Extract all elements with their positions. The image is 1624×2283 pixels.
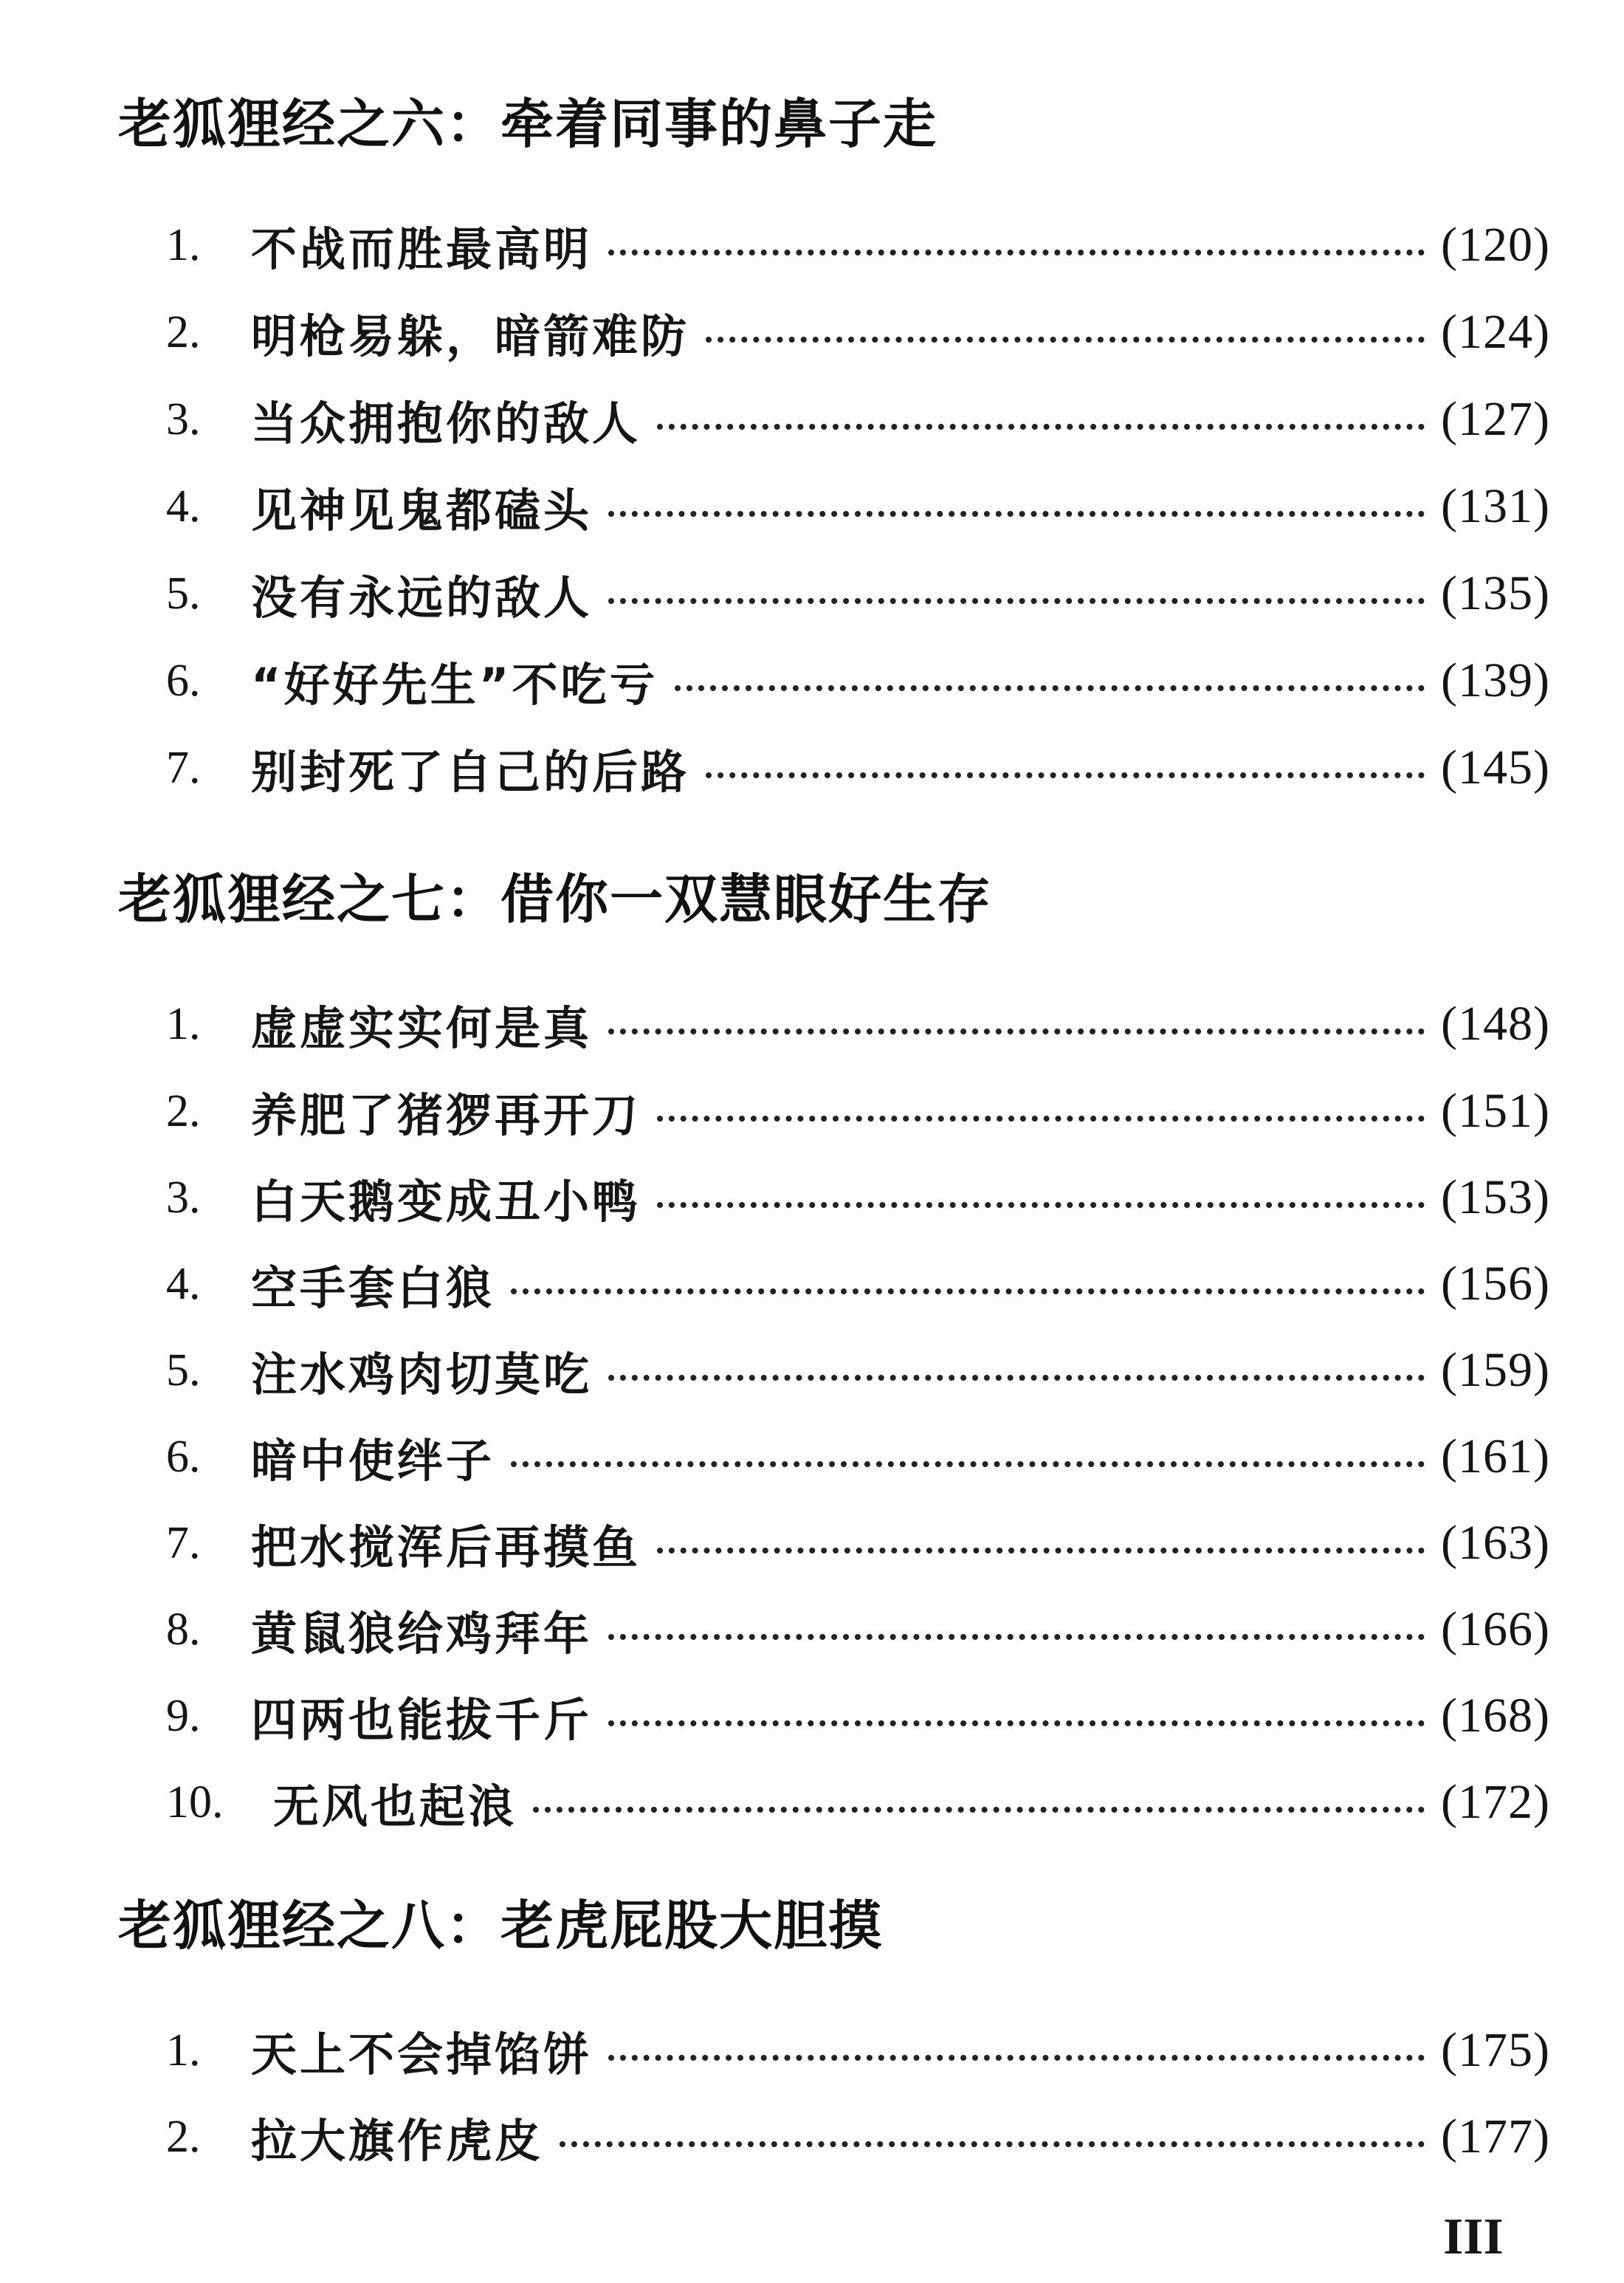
entry-page: (135) — [1441, 566, 1550, 620]
dot-leader — [657, 1548, 1425, 1554]
entry-title: 四两也能拔千斤 — [251, 1692, 593, 1747]
dot-leader — [706, 337, 1425, 343]
entry-title: 空手套白狼 — [251, 1260, 495, 1315]
entry-title: 白天鹅变成丑小鸭 — [251, 1174, 641, 1229]
toc-entry — [166, 1512, 1550, 1574]
entry-title: 不战而胜最高明 — [251, 222, 593, 276]
entry-number: 2. — [166, 1085, 201, 1136]
entry-page: (131) — [1441, 479, 1550, 533]
entry-page: (145) — [1441, 741, 1550, 794]
entry-page: (175) — [1441, 2023, 1550, 2077]
entry-title: 黄鼠狼给鸡拜年 — [251, 1606, 593, 1661]
entry-number: 6. — [166, 1431, 201, 1482]
entry-number: 3. — [166, 1172, 201, 1223]
entry-number: 5. — [166, 568, 201, 619]
toc-entry — [166, 1426, 1550, 1488]
toc-entry — [166, 1080, 1550, 1142]
dot-leader — [675, 685, 1425, 691]
toc-entry — [166, 1599, 1550, 1661]
entry-number: 4. — [166, 481, 201, 532]
entry-number: 4. — [166, 1258, 201, 1309]
dot-leader — [608, 250, 1425, 255]
entry-title: 暗中使绊子 — [251, 1433, 495, 1488]
entry-title: “好好先生”不吃亏 — [251, 657, 658, 712]
entry-page: (148) — [1441, 997, 1550, 1051]
entry-title: 拉大旗作虎皮 — [251, 2113, 544, 2168]
dot-leader — [608, 1720, 1425, 1726]
toc-entry — [166, 2106, 1550, 2168]
entry-number: 1. — [166, 219, 201, 270]
entry-page: (151) — [1441, 1084, 1550, 1138]
dot-leader — [608, 2055, 1425, 2061]
entry-page: (177) — [1441, 2109, 1550, 2163]
dot-leader — [608, 1634, 1425, 1640]
dot-leader — [511, 1461, 1425, 1467]
entry-page: (159) — [1441, 1343, 1550, 1397]
toc-entry — [166, 563, 1550, 625]
page-folio: III — [1443, 2208, 1504, 2265]
toc-entry — [166, 1253, 1550, 1315]
dot-leader — [657, 1202, 1425, 1208]
dot-leader — [608, 511, 1425, 517]
toc-entry — [166, 650, 1550, 712]
toc-entry — [166, 214, 1550, 276]
entry-number: 3. — [166, 394, 201, 444]
entry-title: 养肥了猪猡再开刀 — [251, 1088, 641, 1142]
entry-title: 当众拥抱你的敌人 — [251, 396, 641, 450]
dot-leader — [560, 2141, 1425, 2147]
entry-number: 5. — [166, 1345, 201, 1395]
entry-page: (161) — [1441, 1429, 1550, 1483]
entry-page: (120) — [1441, 218, 1550, 272]
entry-page: (168) — [1441, 1689, 1550, 1743]
entry-page: (124) — [1441, 305, 1550, 359]
toc-entry — [166, 993, 1550, 1055]
dot-leader — [608, 1029, 1425, 1034]
entry-title: 把水搅浑后再摸鱼 — [251, 1520, 641, 1574]
dot-leader — [657, 424, 1425, 430]
chapter-title-6: 老狐狸经之六：牵着同事的鼻子走 — [118, 93, 938, 155]
entry-number: 2. — [166, 2111, 201, 2162]
chapter-title-7: 老狐狸经之七：借你一双慧眼好生存 — [118, 868, 993, 930]
entry-page: (127) — [1441, 392, 1550, 446]
entry-page: (139) — [1441, 653, 1550, 707]
toc-entry — [166, 1771, 1550, 1833]
entry-title: 别封死了自己的后路 — [251, 744, 690, 799]
entry-page: (156) — [1441, 1257, 1550, 1311]
entry-number: 6. — [166, 655, 201, 706]
entry-title: 没有永远的敌人 — [251, 570, 593, 625]
entry-title: 明枪易躲，暗箭难防 — [251, 309, 690, 363]
entry-page: (172) — [1441, 1775, 1550, 1829]
toc-entry — [166, 2019, 1550, 2081]
entry-page: (153) — [1441, 1170, 1550, 1224]
entry-title: 虚虚实实何是真 — [251, 1000, 593, 1055]
dot-leader — [657, 1116, 1425, 1122]
dot-leader — [608, 598, 1425, 604]
entry-number: 10. — [166, 1776, 224, 1827]
entry-page: (163) — [1441, 1516, 1550, 1570]
entry-number: 7. — [166, 1517, 201, 1568]
dot-leader — [511, 1288, 1425, 1294]
entry-number: 1. — [166, 2025, 201, 2076]
entry-title: 天上不会掉馅饼 — [251, 2027, 593, 2081]
dot-leader — [608, 1375, 1425, 1381]
dot-leader — [533, 1807, 1425, 1813]
toc-entry — [166, 388, 1550, 450]
toc-entry — [166, 737, 1550, 799]
entry-number: 9. — [166, 1690, 201, 1741]
entry-page: (166) — [1441, 1602, 1550, 1656]
toc-entry — [166, 476, 1550, 538]
entry-number: 1. — [166, 998, 201, 1049]
entry-title: 见神见鬼都磕头 — [251, 483, 593, 538]
chapter-title-8: 老狐狸经之八：老虎屁股大胆摸 — [118, 1895, 884, 1957]
entry-number: 7. — [166, 742, 201, 793]
dot-leader — [706, 772, 1425, 778]
toc-entry — [166, 301, 1550, 363]
entry-number: 8. — [166, 1604, 201, 1655]
toc-entry — [166, 1685, 1550, 1747]
toc-entry — [166, 1339, 1550, 1401]
entry-title: 无风也起浪 — [273, 1779, 517, 1833]
entry-number: 2. — [166, 306, 201, 357]
toc-entry — [166, 1167, 1550, 1229]
entry-title: 注水鸡肉切莫吃 — [251, 1347, 593, 1401]
